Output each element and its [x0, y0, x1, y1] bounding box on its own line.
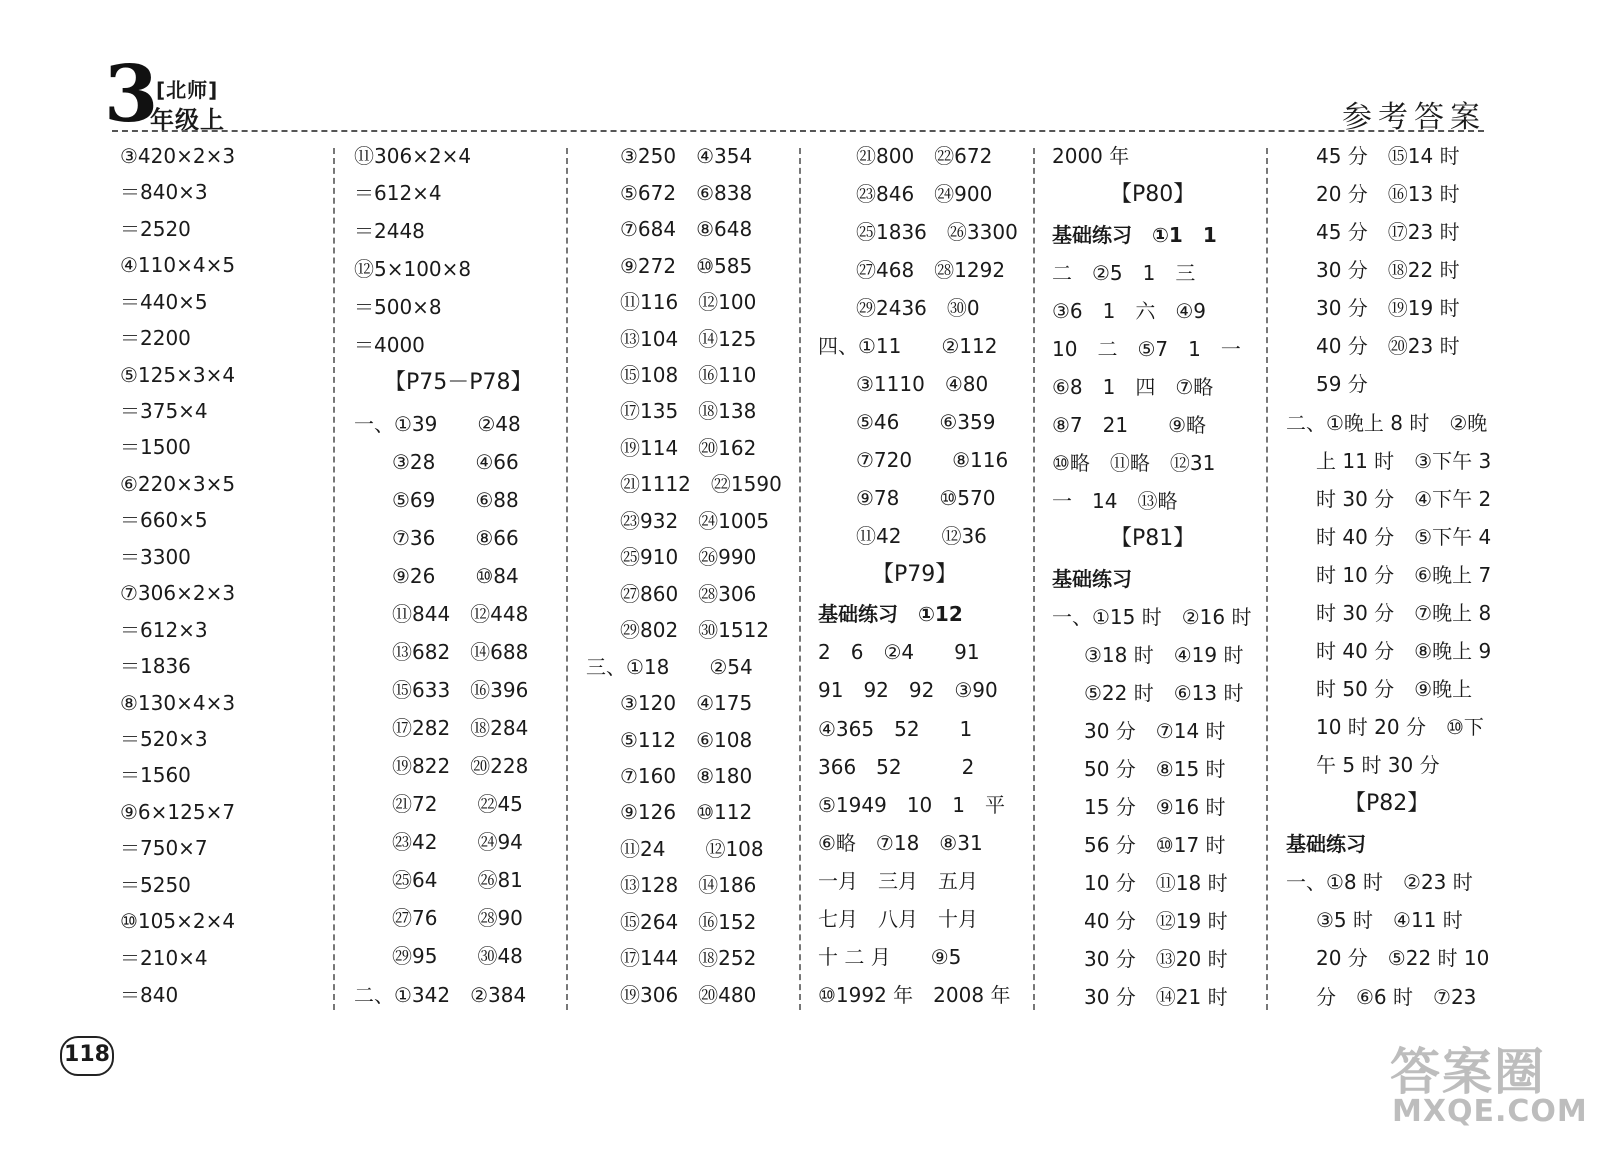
section-heading: 【P75－P78】 — [384, 370, 533, 395]
answer-line: ㉕64 ㉖81 — [392, 868, 523, 892]
answer-line: ③18 时 ④19 时 — [1084, 643, 1244, 667]
answer-line: ③1110 ④80 — [856, 372, 989, 396]
answer-line: ＝375×4 — [120, 399, 208, 423]
answer-line: ＝1560 — [120, 763, 191, 787]
answer-line: 20 分 ⑤22 时 10 — [1316, 946, 1490, 970]
answer-line: 二、①342 ②384 — [354, 983, 527, 1007]
answer-line: ⑪42 ⑫36 — [856, 524, 987, 548]
edition-label: [北师] — [156, 78, 219, 102]
answer-line: ⑦160 ⑧180 — [620, 764, 753, 788]
answer-line: ⑤46 ⑥359 — [856, 410, 996, 434]
answer-line: ⑩略 ⑪略 ⑫31 — [1052, 451, 1216, 475]
answer-line: ③6 1 六 ④9 — [1052, 299, 1207, 323]
answer-line: 七月 八月 十月 — [818, 907, 978, 931]
answer-line: ＝440×5 — [120, 290, 208, 314]
answer-line: ⑪116 ⑫100 — [620, 290, 757, 314]
answer-line: ⑬128 ⑭186 — [620, 873, 757, 897]
answer-line: 30 分 ⑲19 时 — [1316, 296, 1460, 320]
answer-line: 59 分 — [1316, 372, 1368, 396]
answer-line: ＝2520 — [120, 217, 191, 241]
answer-line: ⑩1992 年 2008 年 — [818, 983, 1011, 1007]
answer-line: ⑲822 ⑳228 — [392, 754, 529, 778]
answer-line: 30 分 ⑦14 时 — [1084, 719, 1226, 743]
answer-line: ⑥8 1 四 ⑦略 — [1052, 375, 1214, 399]
answer-line: ＝1500 — [120, 435, 191, 459]
answer-line: ＝612×4 — [354, 181, 442, 205]
header-divider — [112, 130, 1484, 132]
column-divider — [1266, 148, 1268, 1010]
answer-line: ㉙802 ㉚1512 — [620, 618, 770, 642]
answer-line: 时 30 分 ④下午 2 — [1316, 487, 1492, 511]
answer-line: ㉕910 ㉖990 — [620, 545, 757, 569]
answer-line: 30 分 ⑱22 时 — [1316, 258, 1460, 282]
watermark-text: 答案圈 — [1390, 1043, 1546, 1101]
answer-line: ＝1836 — [120, 654, 191, 678]
answer-line: 一月 三月 五月 — [818, 869, 978, 893]
answer-line: ⑮108 ⑯110 — [620, 363, 757, 387]
answer-line: 45 分 ⑮14 时 — [1316, 144, 1460, 168]
answer-line: ＝750×7 — [120, 836, 208, 860]
column-divider — [566, 148, 568, 1010]
answer-line: ⑤112 ⑥108 — [620, 728, 753, 752]
answer-line: ③250 ④354 — [620, 144, 753, 168]
answer-line: 45 分 ⑰23 时 — [1316, 220, 1460, 244]
section-heading: 【P79】 — [872, 562, 958, 587]
answer-line: 91 92 92 ③90 — [818, 678, 998, 702]
answer-line: 30 分 ⑭21 时 — [1084, 985, 1228, 1009]
answer-line: ⑨272 ⑩585 — [620, 254, 753, 278]
answer-line: ⑩105×2×4 — [120, 909, 236, 933]
answer-line: ㉙95 ㉚48 — [392, 944, 523, 968]
answer-line: 三、①18 ②54 — [586, 655, 753, 679]
answer-line: ⑰135 ⑱138 — [620, 399, 757, 423]
answer-line: ⑧7 21 ⑨略 — [1052, 413, 1207, 437]
answer-line: 15 分 ⑨16 时 — [1084, 795, 1226, 819]
exercise-label: 基础练习 — [1286, 832, 1366, 856]
answer-line: 四、①11 ②112 — [818, 334, 998, 358]
answer-line: ⑰282 ⑱284 — [392, 716, 529, 740]
answer-line: ⑪306×2×4 — [354, 144, 472, 168]
answer-line: 40 分 ⑳23 时 — [1316, 334, 1460, 358]
page-header — [0, 0, 1606, 140]
answer-line: 10 时 20 分 ⑩下 — [1316, 715, 1484, 739]
answer-line: ㉕1836 ㉖3300 — [856, 220, 1018, 244]
grade-number: 3 — [104, 49, 159, 140]
answer-line: 午 5 时 30 分 — [1316, 753, 1440, 777]
answer-line: 时 30 分 ⑦晚上 8 — [1316, 601, 1492, 625]
answer-line: 时 40 分 ⑧晚上 9 — [1316, 639, 1492, 663]
page-title: 参考答案 — [1342, 100, 1486, 135]
answer-line: 2 6 ②4 91 — [818, 640, 980, 664]
answer-line: ⑲306 ⑳480 — [620, 983, 757, 1007]
column-divider — [333, 148, 335, 1010]
answer-line: 上 11 时 ③下午 3 — [1316, 449, 1492, 473]
answer-line: 56 分 ⑩17 时 — [1084, 833, 1226, 857]
answer-line: ⑤125×3×4 — [120, 363, 236, 387]
answer-line: ⑨78 ⑩570 — [856, 486, 996, 510]
answer-line: 二、①晚上 8 时 ②晚 — [1286, 411, 1488, 435]
answer-line: ＝612×3 — [120, 618, 208, 642]
answer-line: ㉗468 ㉘1292 — [856, 258, 1006, 282]
answer-line: 30 分 ⑬20 时 — [1084, 947, 1228, 971]
answer-line: ⑬682 ⑭688 — [392, 640, 529, 664]
answer-line: ㉓932 ㉔1005 — [620, 509, 770, 533]
answer-line: ⑮633 ⑯396 — [392, 678, 529, 702]
answer-line: ⑦684 ⑧648 — [620, 217, 753, 241]
answer-line: ⑧130×4×3 — [120, 691, 236, 715]
answer-line: ⑫5×100×8 — [354, 257, 472, 281]
answer-line: 时 40 分 ⑤下午 4 — [1316, 525, 1492, 549]
answer-line: ＝2448 — [354, 219, 425, 243]
answer-line: ④110×4×5 — [120, 253, 236, 277]
exercise-label: 基础练习 ①12 — [818, 602, 963, 626]
answer-line: 一 14 ⑬略 — [1052, 489, 1178, 513]
answer-line: ⑥略 ⑦18 ⑧31 — [818, 831, 983, 855]
answer-line: 一、①39 ②48 — [354, 412, 521, 436]
answer-line: ㉑72 ㉒45 — [392, 792, 523, 816]
answer-line: ③420×2×3 — [120, 144, 236, 168]
answer-line: ㉑800 ㉒672 — [856, 144, 993, 168]
column-divider — [1033, 148, 1035, 1010]
answer-line: ＝210×4 — [120, 946, 208, 970]
answer-line: 10 二 ⑤7 1 一 — [1052, 337, 1241, 361]
answer-line: ⑤69 ⑥88 — [392, 488, 519, 512]
section-heading: 【P80】 — [1110, 182, 1196, 207]
answer-line: ③28 ④66 — [392, 450, 519, 474]
watermark-logo — [1390, 1032, 1588, 1140]
answer-line: ⑤672 ⑥838 — [620, 181, 753, 205]
answer-line: ⑨6×125×7 — [120, 800, 236, 824]
answer-line: 一、①15 时 ②16 时 — [1052, 605, 1252, 629]
page-number: 118 — [60, 1036, 114, 1076]
answer-line: ③5 时 ④11 时 — [1316, 908, 1463, 932]
section-heading: 【P81】 — [1110, 526, 1196, 551]
answer-line: 十 二 月 ⑨5 — [818, 945, 962, 969]
answer-line: ⑦306×2×3 — [120, 581, 236, 605]
answer-line: ⑦720 ⑧116 — [856, 448, 1009, 472]
section-heading: 【P82】 — [1344, 791, 1430, 816]
answer-line: ＝5250 — [120, 873, 191, 897]
answer-line: ⑲114 ⑳162 — [620, 436, 757, 460]
column-divider — [799, 148, 801, 1010]
answer-line: 50 分 ⑧15 时 — [1084, 757, 1226, 781]
answer-line: 2000 年 — [1052, 144, 1130, 168]
answer-line: ⑤22 时 ⑥13 时 — [1084, 681, 1244, 705]
answer-line: ＝500×8 — [354, 295, 442, 319]
answer-line: ⑪844 ⑫448 — [392, 602, 529, 626]
exercise-label: 基础练习 — [1052, 567, 1132, 591]
answer-line: ⑪24 ⑫108 — [620, 837, 764, 861]
watermark-url: MXQE.COM — [1392, 1094, 1588, 1129]
answer-line: ⑨26 ⑩84 — [392, 564, 519, 588]
answer-line: ⑰144 ⑱252 — [620, 946, 757, 970]
answer-line: ⑬104 ⑭125 — [620, 327, 757, 351]
answer-line: ＝660×5 — [120, 508, 208, 532]
answer-line: ㉓846 ㉔900 — [856, 182, 993, 206]
answer-line: ⑮264 ⑯152 — [620, 910, 757, 934]
grade-label: 年级上 — [150, 106, 225, 134]
answer-line: ＝2200 — [120, 326, 191, 350]
answer-line: ＝4000 — [354, 333, 425, 357]
answer-line: ⑤1949 10 1 平 — [818, 793, 1006, 817]
answer-line: 10 分 ⑪18 时 — [1084, 871, 1228, 895]
answer-line: 二 ②5 1 三 — [1052, 261, 1196, 285]
answer-line: ㉓42 ㉔94 — [392, 830, 523, 854]
answer-line: ⑦36 ⑧66 — [392, 526, 519, 550]
answer-line: ③120 ④175 — [620, 691, 753, 715]
answer-line: 366 52 2 — [818, 755, 975, 779]
answer-line: 一、①8 时 ②23 时 — [1286, 870, 1473, 894]
answer-line: 时 50 分 ⑨晚上 — [1316, 677, 1473, 701]
answer-line: ⑨126 ⑩112 — [620, 800, 753, 824]
answer-line: 40 分 ⑫19 时 — [1084, 909, 1228, 933]
answer-line: 分 ⑥6 时 ⑦23 — [1316, 985, 1477, 1009]
answer-line: ＝520×3 — [120, 727, 208, 751]
answer-line: ⑥220×3×5 — [120, 472, 236, 496]
answer-line: 时 10 分 ⑥晚上 7 — [1316, 563, 1492, 587]
answer-line: ④365 52 1 — [818, 717, 973, 741]
answer-line: ＝840×3 — [120, 180, 208, 204]
answer-line: ㉗860 ㉘306 — [620, 582, 757, 606]
answer-line: ＝3300 — [120, 545, 191, 569]
answer-line: ㉑1112 ㉒1590 — [620, 472, 782, 496]
exercise-label: 基础练习 ①1 1 — [1052, 223, 1217, 247]
answer-line: 20 分 ⑯13 时 — [1316, 182, 1460, 206]
answer-line: ＝840 — [120, 983, 179, 1007]
answer-line: ㉗76 ㉘90 — [392, 906, 523, 930]
answer-line: ㉙2436 ㉚0 — [856, 296, 980, 320]
